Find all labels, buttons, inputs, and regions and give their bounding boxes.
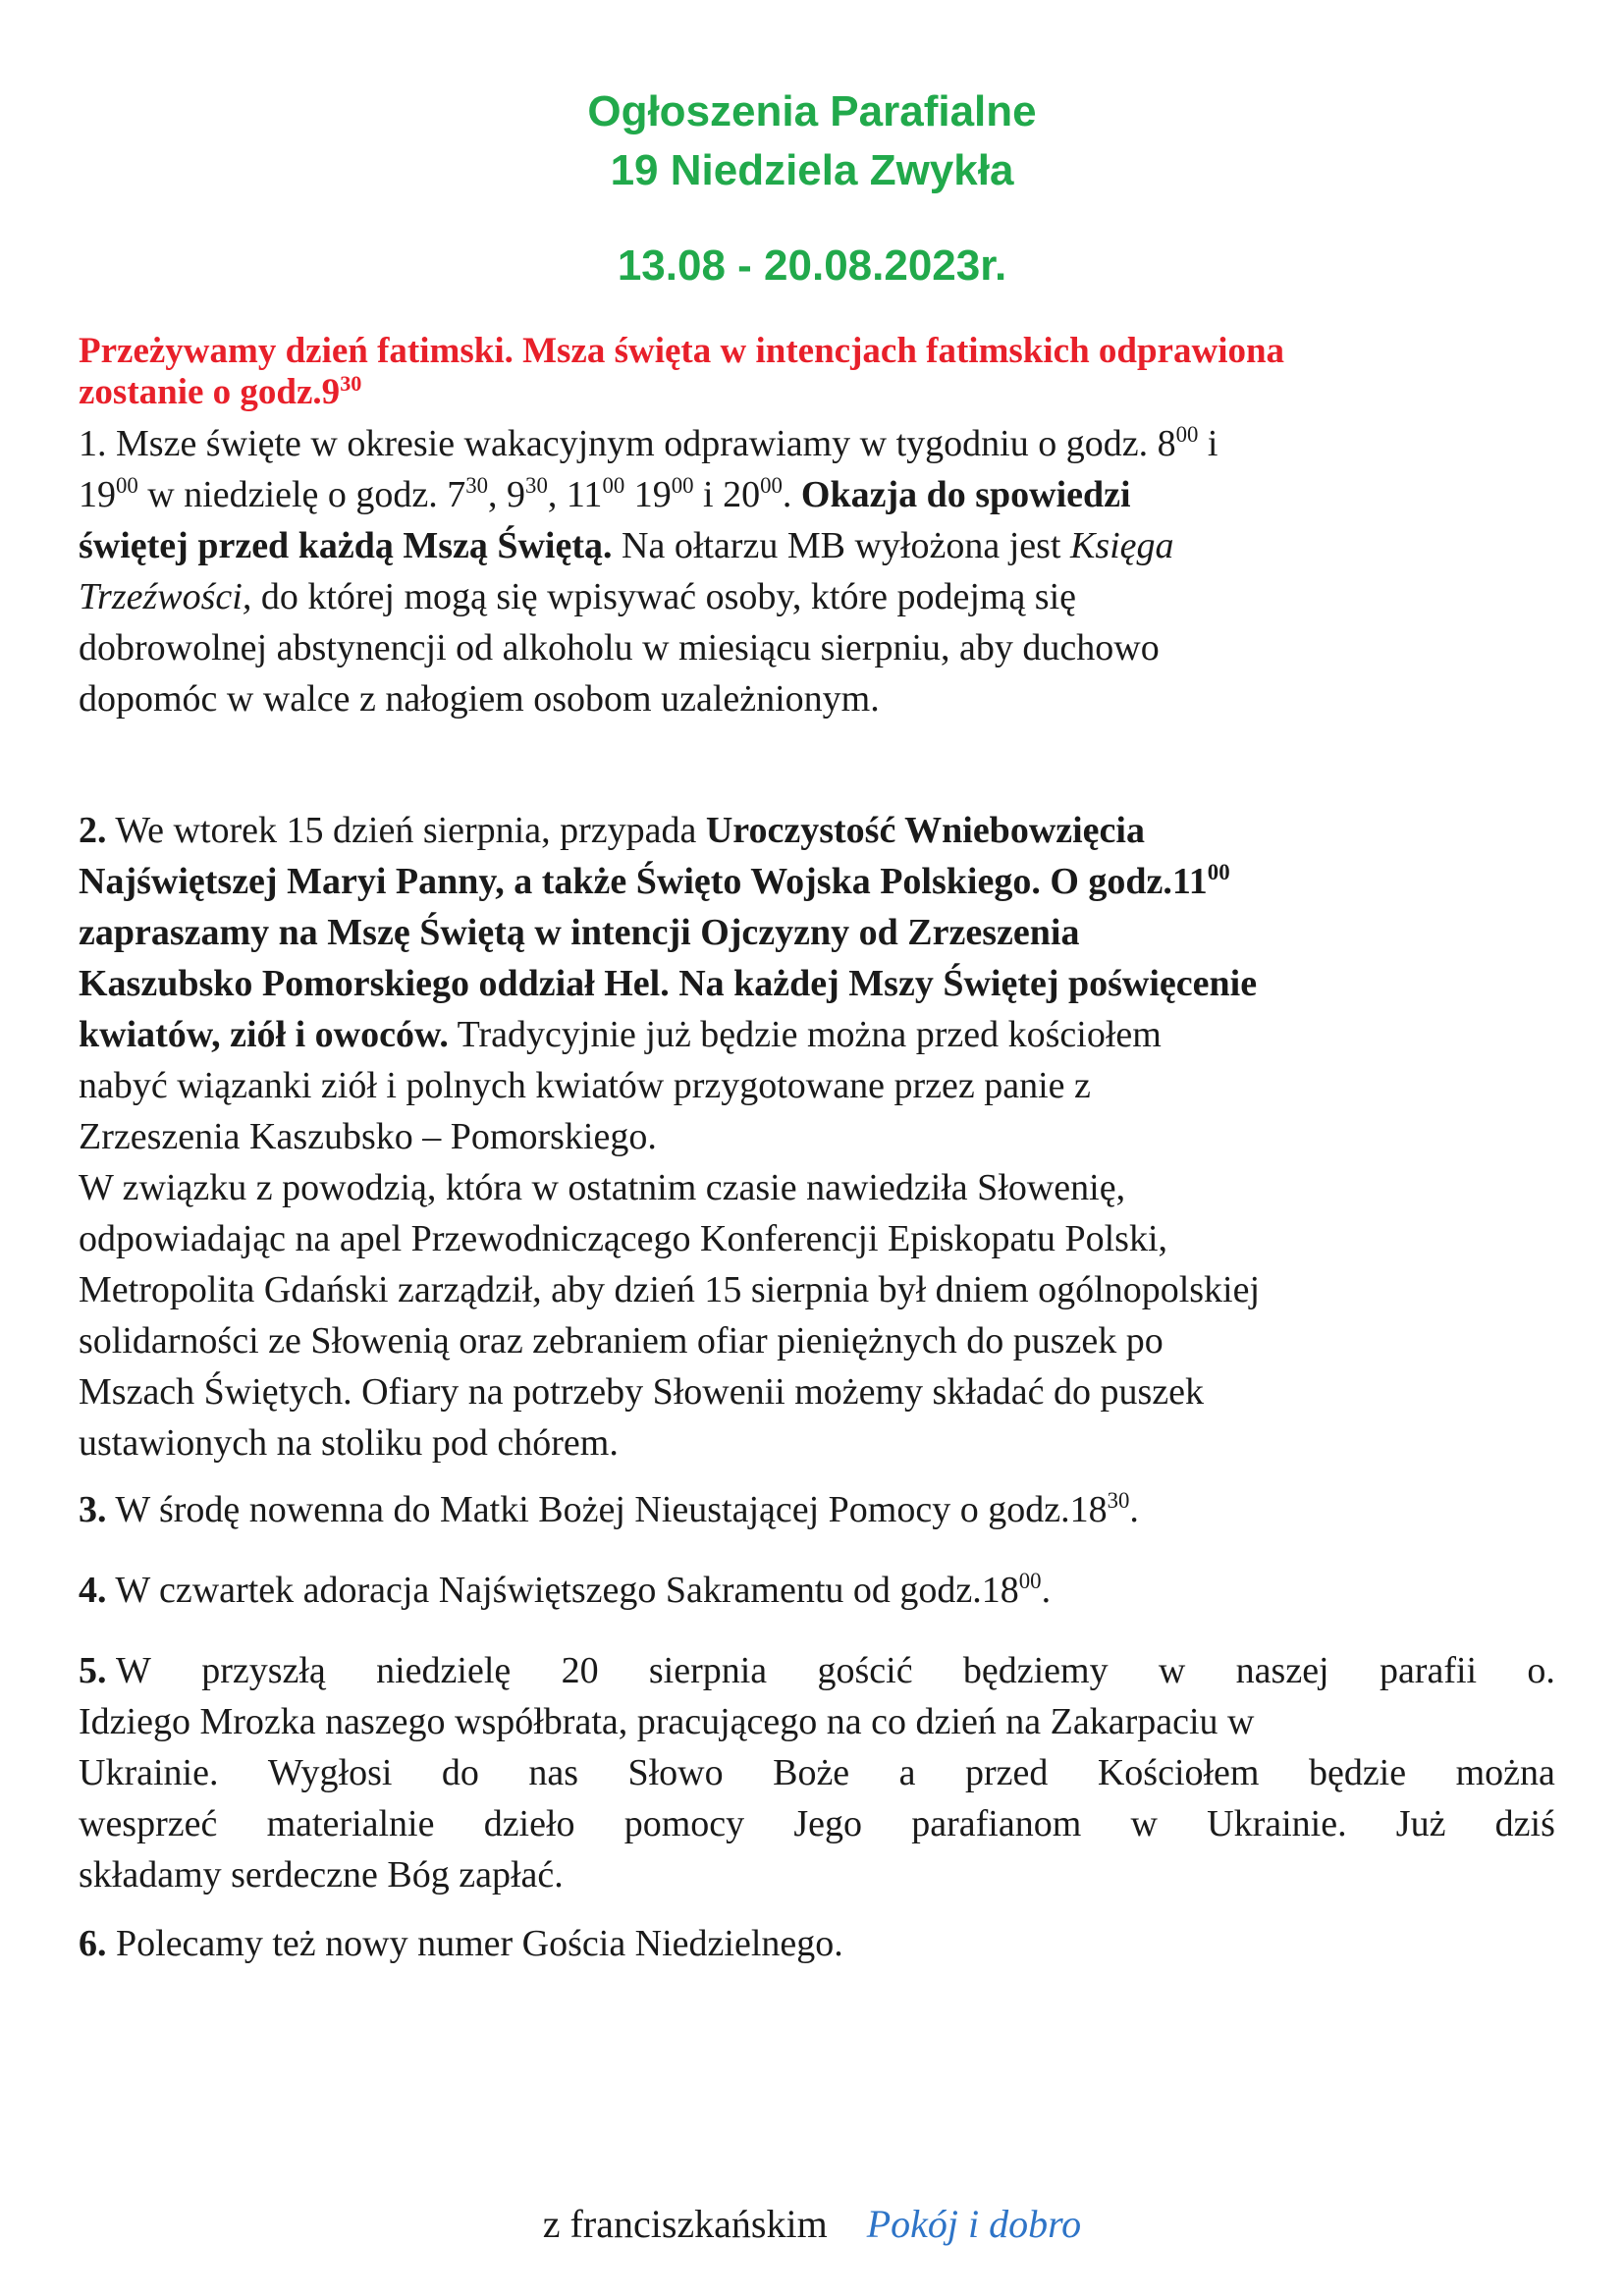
word: a [898,1752,916,1793]
word: Ukrainie. [1207,1803,1347,1844]
word: 20 [561,1650,599,1691]
word: niedzielę [376,1650,512,1691]
word: przed [964,1752,1049,1793]
fatima-line-2: zostanie o $godz.9^{30}$ [79,370,362,412]
announcement-5: 5. W przyszłą niedzielę 20 sierpnia gościć będziemy w naszej parafii o. Idziego Mrozka naszego współbrata, pracującego na co dzień na Zakarpaciu w Ukrainie. Wygłosi do nas Słowo Boże a przed Kościołem będzie można wesprzeć materialnie dzieło pomocy Jego parafianom w Ukrainie. Już dziś składamy serdeczne Bóg zapłać. [79,1645,1555,1900]
word: w [1158,1650,1186,1691]
announcement-3: 3. W środę nowenna do Matki Bożej Nieustającej Pomocy o $godz.18^{30}$. [79,1488,1139,1530]
word: w [1130,1803,1158,1844]
page-subtitle: 19 Niedziela Zwykła [610,146,1014,194]
word: nas [528,1752,579,1793]
word: dzieło [483,1803,575,1844]
date-range: 13.08 - 20.08.2023r. [617,241,1007,290]
announcement-4: 4. W czwartek adoracja Najświętszego Sakramentu od $godz.18^{00}$. [79,1569,1052,1611]
word: wesprzeć [79,1803,218,1844]
word: o. [1527,1650,1555,1691]
word: parafii [1379,1650,1478,1691]
word: Ukrainie. [79,1752,219,1793]
blessing-text: Pokój i dobro [866,2202,1082,2246]
word: parafianom [911,1803,1082,1844]
fatima-line-1: Przeżywamy dzień fatimski. Msza święta w intencjach fatimskich odprawiona [79,331,1285,371]
word: Boże [773,1752,850,1793]
word: Jego [793,1803,863,1844]
word: dziś [1494,1803,1555,1844]
numbered-start: 5. W [79,1650,151,1691]
fatima-notice [79,331,1551,413]
word: będziemy [962,1650,1109,1691]
word: materialnie [266,1803,435,1844]
word: przyszłą [201,1650,326,1691]
announcement-1: 1. Msze święte w okresie wakacyjnym odprawiamy w tygodniu o godz. $8^{00}$ i $19^{00}$ w niedzielę o godz. $7^{30}$, $9^{30}$, $11^{00}$ $19^{00}$ i $20^{00}$. Okazja do spowiedzi świętej przed każdą Mszą Świętą. Na ołtarzu MB wyłożona jest Księga Trzeźwości, do której mogą się wpisywać osoby, które podejmą się dobrowolnej abstynencji od alkoholu w miesiącu sierpniu, aby duchowo dopomóc w walce z nałogiem osobom uzależnionym. [79,422,1218,720]
word: gościć [817,1650,913,1691]
word: naszej [1235,1650,1329,1691]
closing-greeting: z franciszkańskim Pokój i dobro [542,2202,1082,2246]
word: do [441,1752,479,1793]
word: W [106,1650,151,1691]
word: sierpnia [648,1650,768,1691]
word: pomocy [623,1803,745,1844]
word: będzie [1308,1752,1407,1793]
announcement-2: 2. We wtorek 15 dzień sierpnia, przypada Uroczystość Wniebowzięcia Najświętszej Maryi Panny, a także Święto Wojska Polskiego. O $godz.11^{00}$ zapraszamy na Mszę Świętą w intencji Ojczyzny od Zrzeszenia Kaszubsko Pomorskiego oddział Hel. Na każdej Mszy Świętej poświęcenie kwiatów, ziół i owoców. Tradycyjnie już będzie można przed kościołem nabyć wiązanki ziół i polnych kwiatów przygotowane przez panie z Zrzeszenia Kaszubsko – Pomorskiego. W związku z powodzią, która w ostatnim czasie nawiedziła Słowenię, odpowiadając na apel Przewodniczącego Konferencji Episkopatu Polski, Metropolita Gdański zarządził, aby dzień 15 sierpnia był dniem ogólnopolskiej solidarności ze Słowenią oraz zebraniem ofiar pieniężnych do puszek po Mszach Świętych. Ofiary na potrzeby Słowenii możemy składać do puszek ustawionych na stoliku pod chórem. [79,810,1261,1464]
word: Kościołem [1097,1752,1260,1793]
word: Słowo [627,1752,724,1793]
announcement-6: 6. Polecamy też nowy numer Gościa Niedzielnego. [79,1923,843,1964]
word: Już [1395,1803,1446,1844]
word: można [1455,1752,1555,1793]
word: Wygłosi [267,1752,393,1793]
page-title: Ogłoszenia Parafialne [587,87,1037,135]
